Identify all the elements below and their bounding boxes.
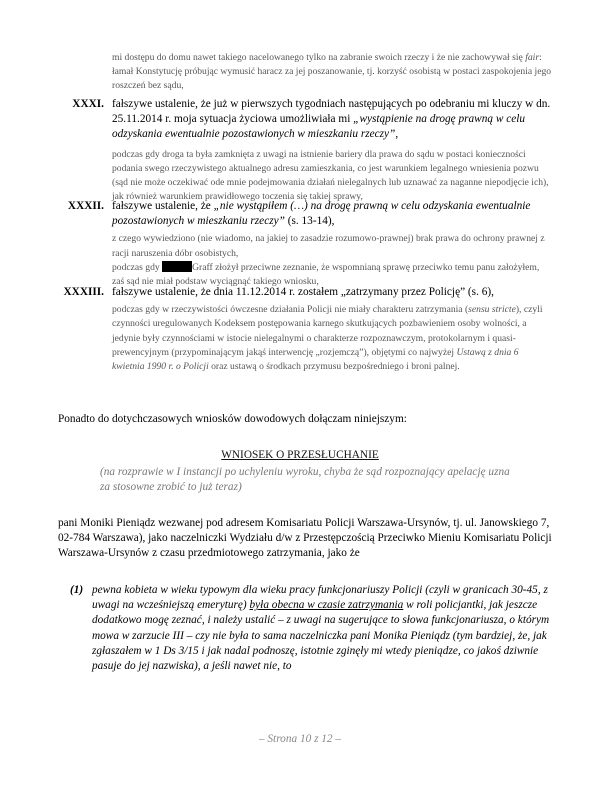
item-main-text	[112, 97, 552, 143]
text: w roli policjantki, jak jeszcze dodatkowo mogę zeznać, i należy ustalić – z uwagi na sugerujące to słowa funkcjonariusza, o którym mowa w zarzucie III – czy nie była to sama naczelniczka pani Monika Pieniądz (tym bardziej, że, jak zgłaszałem w 1 Ds 3/15 i jak nadal podnoszę, istotnie zginęły mi wtedy pieniądze, co jakoś dziwnie pasuje do jej nazwiska), a jeśli nawet nie, to	[92, 599, 550, 673]
point-1	[70, 583, 552, 674]
item-note	[112, 303, 552, 374]
item-label: XXXIII.	[63, 286, 104, 298]
motion-title	[0, 449, 600, 461]
intro-sentence: Ponadto do dotychczasowych wniosków dowodowych dołączam niniejszym:	[58, 413, 407, 425]
text-italic: „wystąpienie na drogę prawną w celu odzyskania ewentualnie pozostawionych w mieszkaniu rzeczy”	[112, 113, 526, 141]
text: fałszywe ustalenie, że już w pierwszych tygodniach następujących po odebraniu mi kluczy w dn. 25.11.2014 r. moja sytuacja życiowa umożliwiała mi	[112, 98, 551, 126]
item-label: XXXI.	[72, 98, 104, 110]
item-note: podczas gdy droga ta była zamknięta z uwagi na istnienie bariery dla prawa do sądu w postaci konieczności podania swego rzeczywistego aktualnego adresu zamieszkania, co jest warunkiem legalnego wniesienia pozwu (sąd nie może oczekiwać ode mnie podejmowania działań nielegalnych lub uznawać za naganne niepodjęcie ich), jak również warunkiem prawidłowego toczenia się takiej sprawy,	[112, 148, 549, 203]
item-xxxii	[67, 199, 552, 289]
witness-paragraph: pani Moniki Pieniądz wezwanej pod adresem Komisariatu Policji Warszawa-Ursynów, tj. ul. Janowskiego 7, 02-784 Warszawa), jako naczelniczki Wydziału d/w z Przestępczością Przeciwko Mieniu Komisariatu Policji Warszawa-Ursynów z czasu przedmiotowego zatrzymania, jako że	[58, 517, 552, 560]
item-xxxiii	[63, 285, 552, 374]
text: podczas gdy	[112, 261, 163, 273]
text-italic: sensu stricte	[468, 304, 516, 316]
item-main-text: fałszywe ustalenie, że dnia 11.12.2014 r. zostałem „zatrzymany przez Policję” (s. 6),	[112, 286, 494, 298]
text-italic: fair	[525, 52, 540, 63]
text: Graff złożył przeciwne zeznanie, że wspomnianą sprawę przeciwko temu panu założyłem, zaś sąd nie miał podstaw wyciągnąć takiego wniosku,	[112, 261, 540, 288]
text: podczas gdy w rzeczywistości ówczesne działania Policji nie miały charakteru zatrzymania (	[112, 304, 469, 316]
text: mi dostępu do domu nawet takiego nacelowanego tylko na zabranie swoich rzeczy i że nie zachowywał się	[112, 52, 526, 63]
text: pewna kobieta w wieku typowym dla wieku pracy funkcjonariuszy Policji (czyli w granicach 30-45, z uwagi na wcześniejszą emeryturę)	[92, 584, 548, 612]
motion-title-text: WNIOSEK O PRZESŁUCHANIE	[221, 449, 379, 461]
item-main-text	[112, 199, 552, 229]
page-footer: – Strona 10 z 12 –	[258, 733, 342, 745]
text: oraz ustawą o środkach przymusu bezpośredniego i broni palnej.	[208, 361, 460, 373]
redaction-block	[162, 261, 192, 272]
point-label: (1)	[70, 584, 84, 596]
text-italic: „nie wystąpiłem (…) na drogę prawną w celu odzyskania ewentualnie pozostawionych w mieszkaniu rzeczy”	[112, 200, 531, 228]
item-xxxi	[72, 97, 552, 204]
item-label: XXXII.	[67, 200, 104, 212]
text-underlined: była obecna w czasie zatrzymania	[249, 599, 404, 612]
text: fałszywe ustalenie, że	[112, 200, 214, 212]
item-note: z czego wywiedziono (nie wiadomo, na jakiej to zasadzie rozumowo-prawnej) brak prawa do ochrony prawnej z racji naruszenia dóbr osobistych,	[112, 233, 545, 259]
text: ,	[395, 128, 399, 141]
text: : łamał Konstytucję próbując wymusić haracz za jej poszanowanie, tj. korzyść osobistą w postaci zaspokojenia jego roszczeń bez sądu,	[112, 52, 552, 92]
continuation-paragraph	[112, 51, 552, 94]
text: ), czyli czynności uregulowanych Kodeksem postępowania karnego skutkujących pozbawieniem osoby wolności, a jedynie były czynnościami w istocie nielegalnymi o charakterze rozpoznawczym, protokolarnym i quasi-prewencyjnym (przypominającym jakąś interwencję „rozjemczą”), objętymi co najwyżej	[112, 304, 543, 358]
motion-subtitle: (na rozprawie w I instancji po uchyleniu wyroku, chyba że sąd rozpoznający apelację uzna za stosowne zrobić to już teraz)	[100, 466, 510, 494]
text-italic: Ustawą z dnia 6 kwietnia 1990 r. o Policji	[112, 346, 519, 373]
text: (s. 13-14),	[284, 215, 335, 228]
